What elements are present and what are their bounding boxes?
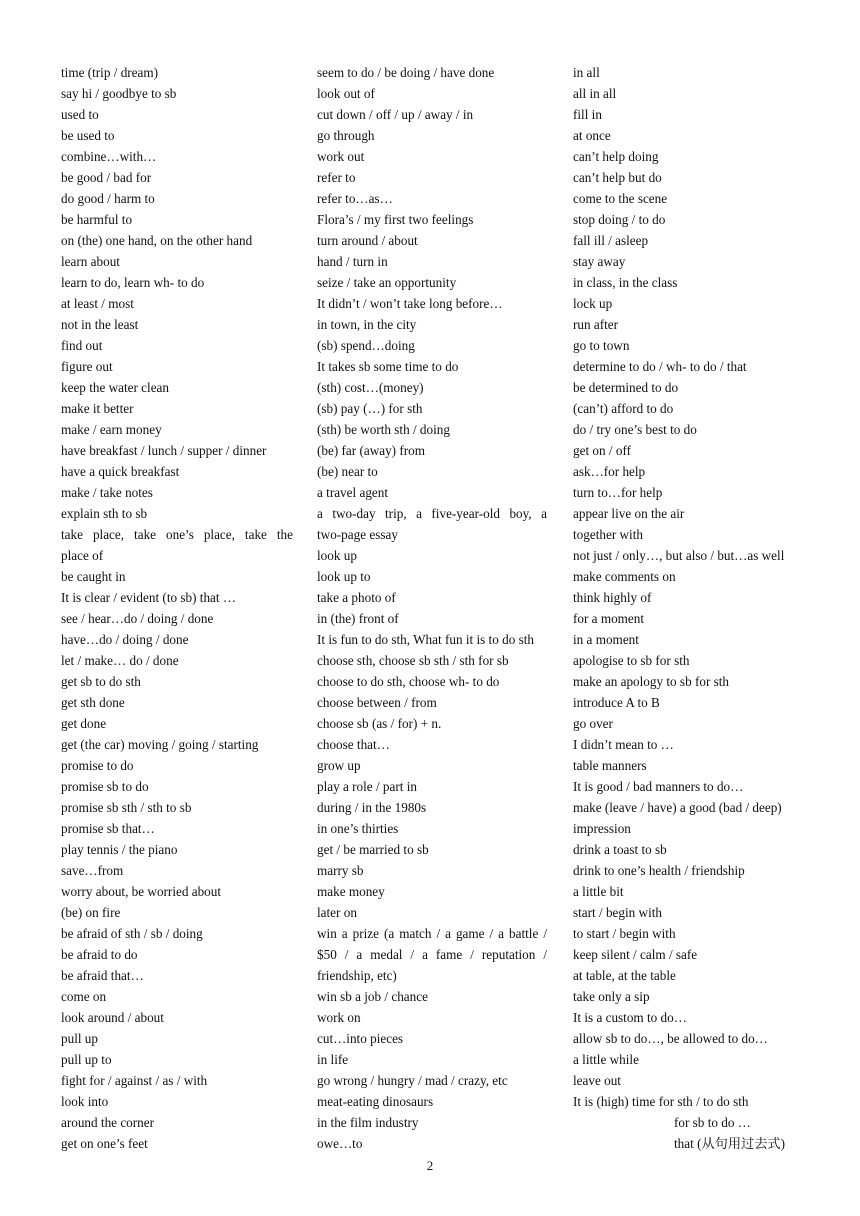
phrase-line: make money [317, 884, 385, 899]
phrase-line: pull up to [61, 1052, 112, 1067]
phrase-line: take place, take one’s place, take the [61, 527, 293, 542]
phrase-column-1 [61, 62, 293, 1154]
phrase-line: combine…with… [61, 149, 157, 164]
phrase-column-2 [317, 62, 547, 1154]
phrase-line: be harmful to [61, 212, 133, 227]
phrase-line: (be) far (away) from [317, 443, 425, 458]
phrase-line: play a role / part in [317, 779, 417, 794]
phrase-line: fill in [573, 107, 602, 122]
phrase-line: make it better [61, 401, 134, 416]
phrase-line: get (the car) moving / going / starting [61, 737, 259, 752]
phrase-line: have a quick breakfast [61, 464, 180, 479]
phrase-line: seize / take an opportunity [317, 275, 457, 290]
phrase-line: (sb) pay (…) for sth [317, 401, 423, 416]
phrase-line: be afraid to do [61, 947, 138, 962]
phrase-line: be caught in [61, 569, 126, 584]
phrase-line: figure out [61, 359, 113, 374]
phrase-line: get done [61, 716, 107, 731]
phrase-line: in (the) front of [317, 611, 399, 626]
phrase-line: around the corner [61, 1115, 155, 1130]
phrase-line: leave out [573, 1073, 621, 1088]
phrase-line: at once [573, 128, 611, 143]
phrase-line: be used to [61, 128, 115, 143]
phrase-line: stay away [573, 254, 626, 269]
phrase-line: during / in the 1980s [317, 800, 427, 815]
phrase-line: determine to do / wh- to do / that [573, 359, 747, 374]
phrase-line: a travel agent [317, 485, 389, 500]
phrase-line: come on [61, 989, 107, 1004]
phrase-line: not in the least [61, 317, 139, 332]
phrase-line: (sb) spend…doing [317, 338, 415, 353]
phrase-line: fight for / against / as / with [61, 1073, 208, 1088]
phrase-line: time (trip / dream) [61, 65, 159, 80]
phrase-line: in all [573, 65, 600, 80]
phrase-line: go to town [573, 338, 630, 353]
phrase-line: turn to…for help [573, 485, 663, 500]
phrase-line: make / take notes [61, 485, 153, 500]
phrase-line: in a moment [573, 632, 639, 647]
phrase-line: two-page essay [317, 527, 398, 542]
phrase-line: owe…to [317, 1136, 363, 1151]
phrase-line: make an apology to sb for sth [573, 674, 730, 689]
phrase-line: go wrong / hungry / mad / crazy, etc [317, 1073, 508, 1088]
phrase-line: in life [317, 1052, 349, 1067]
phrase-line: make comments on [573, 569, 676, 584]
phrase-line: for sb to do … [674, 1115, 751, 1130]
phrase-line: on (the) one hand, on the other hand [61, 233, 253, 248]
phrase-line: look into [61, 1094, 109, 1109]
phrase-line: It is a custom to do… [573, 1010, 687, 1025]
phrase-line: lock up [573, 296, 613, 311]
phrase-line: get on one’s feet [61, 1136, 148, 1151]
phrase-line: pull up [61, 1031, 98, 1046]
phrase-line: at table, at the table [573, 968, 676, 983]
phrase-line: let / make… do / done [61, 653, 179, 668]
phrase-line: used to [61, 107, 99, 122]
phrase-line: place of [61, 548, 104, 563]
phrase-line: get / be married to sb [317, 842, 429, 857]
phrase-line: seem to do / be doing / have done [317, 65, 495, 80]
phrase-line: be afraid of sth / sb / doing [61, 926, 203, 941]
phrase-line: Flora’s / my first two feelings [317, 212, 474, 227]
phrase-line: say hi / goodbye to sb [61, 86, 177, 101]
phrase-line: promise to do [61, 758, 134, 773]
phrase-line: turn around / about [317, 233, 418, 248]
phrase-line: promise sb sth / sth to sb [61, 800, 192, 815]
phrase-line: appear live on the air [573, 506, 685, 521]
phrase-column-3 [573, 62, 813, 1154]
phrase-line: fall ill / asleep [573, 233, 649, 248]
phrase-line: I didn’t mean to … [573, 737, 674, 752]
phrase-line: worry about, be worried about [61, 884, 222, 899]
phrase-line: do / try one’s best to do [573, 422, 697, 437]
page-number: 2 [426, 1158, 434, 1173]
phrase-line: (be) near to [317, 464, 378, 479]
phrase-line: win a prize (a match / a game / a battle / [317, 926, 547, 941]
phrase-line: all in all [573, 86, 617, 101]
phrase-line: (can’t) afford to do [573, 401, 674, 416]
phrase-line: see / hear…do / doing / done [61, 611, 214, 626]
phrase-line: get sb to do sth [61, 674, 141, 689]
phrase-line: come to the scene [573, 191, 668, 206]
phrase-line: marry sb [317, 863, 364, 878]
phrase-line: allow sb to do…, be allowed to do… [573, 1031, 768, 1046]
phrase-line: choose to do sth, choose wh- to do [317, 674, 500, 689]
phrase-line: at least / most [61, 296, 134, 311]
phrase-line: later on [317, 905, 357, 920]
phrase-line: save…from [61, 863, 124, 878]
phrase-line: (be) on fire [61, 905, 121, 920]
phrase-line: It is fun to do sth, What fun it is to do sth [317, 632, 534, 647]
phrase-line: get on / off [573, 443, 631, 458]
phrase-line: drink to one’s health / friendship [573, 863, 745, 878]
phrase-line: cut…into pieces [317, 1031, 404, 1046]
phrase-line: that (从句用过去式) [674, 1136, 785, 1151]
phrase-line: a little bit [573, 884, 624, 899]
phrase-line: find out [61, 338, 103, 353]
phrase-line: in class, in the class [573, 275, 678, 290]
phrase-line: have breakfast / lunch / supper / dinner [61, 443, 267, 458]
phrase-line: go through [317, 128, 375, 143]
phrase-line: get sth done [61, 695, 125, 710]
phrase-line: apologise to sb for sth [573, 653, 690, 668]
phrase-line: learn about [61, 254, 120, 269]
phrase-line: for a moment [573, 611, 645, 626]
phrase-line: friendship, etc) [317, 968, 397, 983]
phrase-line: ask…for help [573, 464, 646, 479]
phrase-line: It didn’t / won’t take long before… [317, 296, 503, 311]
phrase-line: be good / bad for [61, 170, 152, 185]
phrase-line: a two-day trip, a five-year-old boy, a [317, 506, 547, 521]
phrase-line: can’t help doing [573, 149, 659, 164]
phrase-line: stop doing / to do [573, 212, 666, 227]
phrase-line: look out of [317, 86, 375, 101]
phrase-line: explain sth to sb [61, 506, 148, 521]
phrase-line: look up [317, 548, 357, 563]
phrase-line: in town, in the city [317, 317, 417, 332]
phrase-line: to start / begin with [573, 926, 676, 941]
phrase-line: make (leave / have) a good (bad / deep) [573, 800, 782, 815]
phrase-line: meat-eating dinosaurs [317, 1094, 434, 1109]
phrase-line: choose between / from [317, 695, 437, 710]
phrase-line: grow up [317, 758, 361, 773]
phrase-line: (sth) be worth sth / doing [317, 422, 450, 437]
phrase-line: choose that… [317, 737, 390, 752]
phrase-line: $50 / a medal / a fame / reputation / [317, 947, 547, 962]
phrase-line: think highly of [573, 590, 652, 605]
phrase-line: promise sb that… [61, 821, 155, 836]
phrase-line: go over [573, 716, 613, 731]
phrase-line: learn to do, learn wh- to do [61, 275, 205, 290]
phrase-line: work out [317, 149, 365, 164]
phrase-line: It is clear / evident (to sb) that … [61, 590, 237, 605]
phrase-line: run after [573, 317, 619, 332]
phrase-line: hand / turn in [317, 254, 388, 269]
phrase-line: take a photo of [317, 590, 396, 605]
phrase-line: have…do / doing / done [61, 632, 189, 647]
phrase-line: table manners [573, 758, 647, 773]
phrase-line: make / earn money [61, 422, 162, 437]
phrase-line: (sth) cost…(money) [317, 380, 424, 395]
phrase-line: It is good / bad manners to do… [573, 779, 744, 794]
phrase-line: refer to [317, 170, 356, 185]
phrase-line: be determined to do [573, 380, 679, 395]
phrase-line: work on [317, 1010, 361, 1025]
phrase-line: play tennis / the piano [61, 842, 178, 857]
phrase-line: look around / about [61, 1010, 164, 1025]
phrase-line: keep the water clean [61, 380, 169, 395]
phrase-line: take only a sip [573, 989, 650, 1004]
phrase-line: win sb a job / chance [317, 989, 428, 1004]
phrase-line: be afraid that… [61, 968, 144, 983]
phrase-line: promise sb to do [61, 779, 149, 794]
phrase-line: keep silent / calm / safe [573, 947, 698, 962]
phrase-line: choose sth, choose sb sth / sth for sb [317, 653, 509, 668]
phrase-line: together with [573, 527, 643, 542]
phrase-line: not just / only…, but also / but…as well [573, 548, 785, 563]
phrase-line: can’t help but do [573, 170, 662, 185]
phrase-line: introduce A to B [573, 695, 660, 710]
phrase-line: start / begin with [573, 905, 663, 920]
phrase-line: choose sb (as / for) + n. [317, 716, 442, 731]
phrase-line: refer to…as… [317, 191, 393, 206]
phrase-line: look up to [317, 569, 371, 584]
phrase-line: It is (high) time for sth / to do sth [573, 1094, 749, 1109]
phrase-line: impression [573, 821, 631, 836]
phrase-line: drink a toast to sb [573, 842, 667, 857]
phrase-line: cut down / off / up / away / in [317, 107, 474, 122]
phrase-line: It takes sb some time to do [317, 359, 459, 374]
phrase-line: a little while [573, 1052, 639, 1067]
phrase-line: do good / harm to [61, 191, 155, 206]
phrase-line: in one’s thirties [317, 821, 399, 836]
phrase-line: in the film industry [317, 1115, 419, 1130]
